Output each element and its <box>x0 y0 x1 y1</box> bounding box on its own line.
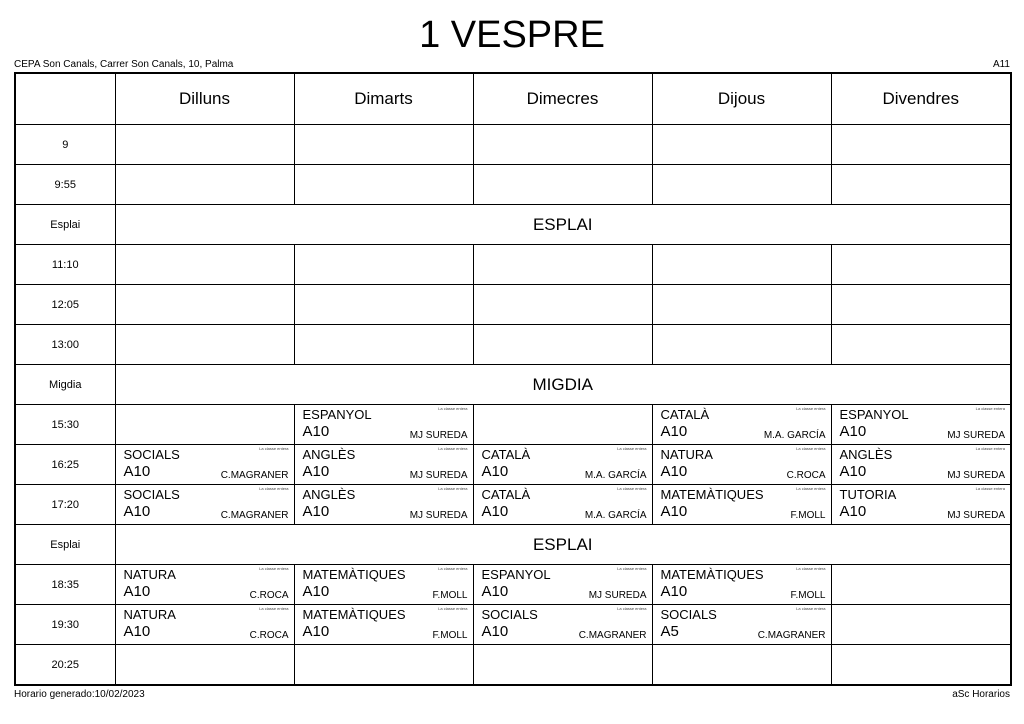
group-note: La classe entera <box>796 486 826 491</box>
group-code: A11 <box>992 59 1010 70</box>
timetable-row <box>15 525 1011 565</box>
empty-cell <box>831 285 1011 325</box>
subject-name: SOCIALS <box>123 487 180 502</box>
subject-name: ESPANYOL <box>839 407 909 422</box>
empty-cell <box>115 165 294 205</box>
subject-name: NATURA <box>660 447 713 462</box>
room-code: A10 <box>302 463 330 480</box>
teacher-name: M.A. GARCÍA <box>763 430 826 441</box>
time-slot-label: 11:10 <box>15 245 115 285</box>
subject-name: MATEMÀTIQUES <box>302 607 406 622</box>
teacher-name: C.MAGRANER <box>220 510 289 521</box>
subject-name: ESPANYOL <box>302 407 372 422</box>
lesson-cell <box>831 485 1011 525</box>
subject-name: SOCIALS <box>123 447 180 462</box>
group-note: La classe entera <box>975 406 1005 411</box>
timetable-row <box>15 165 1011 205</box>
timetable-row <box>15 205 1011 245</box>
day-header: Dimarts <box>294 73 473 125</box>
group-note: La classe entera <box>617 446 647 451</box>
teacher-name: F.MOLL <box>432 630 468 641</box>
teacher-name: F.MOLL <box>790 590 826 601</box>
lesson-cell <box>473 445 652 485</box>
empty-cell <box>294 125 473 165</box>
time-slot-label: 18:35 <box>15 565 115 605</box>
lesson-cell <box>115 605 294 645</box>
room-code: A10 <box>839 503 867 520</box>
empty-cell <box>831 605 1011 645</box>
timetable-row <box>15 645 1011 686</box>
teacher-name: C.MAGRANER <box>220 470 289 481</box>
teacher-name: F.MOLL <box>432 590 468 601</box>
group-note: La classe entera <box>975 486 1005 491</box>
empty-cell <box>831 165 1011 205</box>
timetable <box>14 72 1012 686</box>
subject-name: TUTORIA <box>839 487 897 502</box>
empty-cell <box>473 165 652 205</box>
break-banner: ESPLAI <box>115 205 1011 245</box>
teacher-name: MJ SUREDA <box>947 470 1005 481</box>
empty-cell <box>831 125 1011 165</box>
subject-name: MATEMÀTIQUES <box>660 567 764 582</box>
group-note: La classe entera <box>975 446 1005 451</box>
time-slot-label: Esplai <box>15 525 115 565</box>
teacher-name: M.A. GARCÍA <box>584 510 647 521</box>
subject-name: CATALÀ <box>660 407 710 422</box>
room-code: A10 <box>660 423 688 440</box>
subject-name: CATALÀ <box>481 487 531 502</box>
time-slot-label: 19:30 <box>15 605 115 645</box>
empty-cell <box>652 245 831 285</box>
room-code: A10 <box>481 583 509 600</box>
time-slot-label: 17:20 <box>15 485 115 525</box>
group-note: La classe entera <box>438 446 468 451</box>
room-code: A10 <box>123 623 151 640</box>
empty-cell <box>115 245 294 285</box>
subject-name: MATEMÀTIQUES <box>302 567 406 582</box>
teacher-name: MJ SUREDA <box>409 510 468 521</box>
lesson-cell <box>294 405 473 445</box>
time-slot-label: 15:30 <box>15 405 115 445</box>
break-banner: MIGDIA <box>115 365 1011 405</box>
group-note: La classe entera <box>796 566 826 571</box>
empty-cell <box>831 325 1011 365</box>
teacher-name: C.ROCA <box>249 630 289 641</box>
teacher-name: C.ROCA <box>249 590 289 601</box>
group-note: La classe entera <box>796 606 826 611</box>
lesson-cell <box>115 485 294 525</box>
lesson-cell <box>652 405 831 445</box>
group-note: La classe entera <box>259 606 289 611</box>
empty-cell <box>473 325 652 365</box>
timetable-row <box>15 245 1011 285</box>
empty-cell <box>473 125 652 165</box>
lesson-cell <box>831 405 1011 445</box>
timetable-row <box>15 485 1011 525</box>
teacher-name: MJ SUREDA <box>588 590 647 601</box>
institution-address: CEPA Son Canals, Carrer Son Canals, 10, Palma <box>14 59 234 70</box>
group-note: La classe entera <box>617 606 647 611</box>
room-code: A10 <box>839 463 867 480</box>
time-slot-label: Esplai <box>15 205 115 245</box>
empty-cell <box>294 325 473 365</box>
room-code: A10 <box>302 503 330 520</box>
empty-cell <box>652 325 831 365</box>
group-note: La classe entera <box>617 486 647 491</box>
room-code: A10 <box>660 463 688 480</box>
subject-name: ANGLÈS <box>302 487 356 502</box>
empty-cell <box>115 645 294 686</box>
group-note: La classe entera <box>617 566 647 571</box>
group-note: La classe entera <box>259 566 289 571</box>
room-code: A10 <box>302 583 330 600</box>
day-header: Divendres <box>831 73 1011 125</box>
lesson-cell <box>473 485 652 525</box>
room-code: A10 <box>123 503 151 520</box>
empty-cell <box>831 645 1011 686</box>
teacher-name: MJ SUREDA <box>409 470 468 481</box>
group-note: La classe entera <box>259 446 289 451</box>
room-code: A10 <box>481 503 509 520</box>
group-note: La classe entera <box>438 406 468 411</box>
empty-cell <box>652 285 831 325</box>
empty-cell <box>294 165 473 205</box>
timetable-row <box>15 565 1011 605</box>
lesson-cell <box>473 565 652 605</box>
empty-cell <box>831 565 1011 605</box>
empty-cell <box>473 285 652 325</box>
generated-date: Horario generado:10/02/2023 <box>14 689 145 700</box>
empty-cell <box>652 165 831 205</box>
empty-cell <box>115 285 294 325</box>
lesson-cell <box>652 485 831 525</box>
timetable-body <box>15 125 1011 686</box>
room-code: A10 <box>481 463 509 480</box>
teacher-name: F.MOLL <box>790 510 826 521</box>
empty-cell <box>294 245 473 285</box>
empty-cell <box>115 325 294 365</box>
group-note: La classe entera <box>796 446 826 451</box>
timetable-row <box>15 365 1011 405</box>
group-note: La classe entera <box>796 406 826 411</box>
timetable-row <box>15 125 1011 165</box>
lesson-cell <box>652 565 831 605</box>
subject-name: NATURA <box>123 607 176 622</box>
time-slot-label: Migdia <box>15 365 115 405</box>
time-slot-label: 16:25 <box>15 445 115 485</box>
group-note: La classe entera <box>259 486 289 491</box>
timetable-row <box>15 445 1011 485</box>
time-slot-label: 13:00 <box>15 325 115 365</box>
room-code: A10 <box>123 463 151 480</box>
time-slot-label: 12:05 <box>15 285 115 325</box>
empty-cell <box>473 645 652 686</box>
empty-cell <box>294 285 473 325</box>
group-note: La classe entera <box>438 566 468 571</box>
subject-name: ANGLÈS <box>302 447 356 462</box>
room-code: A10 <box>660 583 688 600</box>
lesson-cell <box>294 605 473 645</box>
teacher-name: MJ SUREDA <box>947 430 1005 441</box>
lesson-cell <box>831 445 1011 485</box>
lesson-cell <box>115 565 294 605</box>
teacher-name: M.A. GARCÍA <box>584 470 647 481</box>
subject-name: ANGLÈS <box>839 447 893 462</box>
room-code: A10 <box>481 623 509 640</box>
empty-cell <box>652 645 831 686</box>
day-header: Dimecres <box>473 73 652 125</box>
lesson-cell <box>652 605 831 645</box>
lesson-cell <box>294 445 473 485</box>
room-code: A10 <box>302 623 330 640</box>
timetable-row <box>15 285 1011 325</box>
software-credit: aSc Horarios <box>952 689 1010 700</box>
teacher-name: MJ SUREDA <box>409 430 468 441</box>
empty-cell <box>473 405 652 445</box>
day-header: Dilluns <box>115 73 294 125</box>
timetable-row <box>15 405 1011 445</box>
subject-name: NATURA <box>123 567 176 582</box>
teacher-name: C.MAGRANER <box>757 630 826 641</box>
subject-name: CATALÀ <box>481 447 531 462</box>
teacher-name: C.ROCA <box>786 470 826 481</box>
lesson-cell <box>294 565 473 605</box>
lesson-cell <box>652 445 831 485</box>
lesson-cell <box>115 445 294 485</box>
group-note: La classe entera <box>438 606 468 611</box>
subject-name: SOCIALS <box>660 607 717 622</box>
corner-cell <box>15 73 115 125</box>
time-slot-label: 9:55 <box>15 165 115 205</box>
room-code: A10 <box>302 423 330 440</box>
group-note: La classe entera <box>438 486 468 491</box>
time-slot-label: 9 <box>15 125 115 165</box>
room-code: A5 <box>660 623 679 640</box>
room-code: A10 <box>839 423 867 440</box>
teacher-name: MJ SUREDA <box>947 510 1005 521</box>
subject-name: ESPANYOL <box>481 567 551 582</box>
page-title: 1 VESPRE <box>419 14 605 56</box>
break-banner: ESPLAI <box>115 525 1011 565</box>
empty-cell <box>294 645 473 686</box>
lesson-cell <box>294 485 473 525</box>
empty-cell <box>473 245 652 285</box>
subject-name: SOCIALS <box>481 607 538 622</box>
timetable-row <box>15 605 1011 645</box>
subject-name: MATEMÀTIQUES <box>660 487 764 502</box>
day-header-row <box>15 73 1011 125</box>
empty-cell <box>115 125 294 165</box>
day-header: Dijous <box>652 73 831 125</box>
empty-cell <box>115 405 294 445</box>
lesson-cell <box>473 605 652 645</box>
time-slot-label: 20:25 <box>15 645 115 686</box>
room-code: A10 <box>660 503 688 520</box>
room-code: A10 <box>123 583 151 600</box>
teacher-name: C.MAGRANER <box>578 630 647 641</box>
timetable-row <box>15 325 1011 365</box>
empty-cell <box>831 245 1011 285</box>
empty-cell <box>652 125 831 165</box>
